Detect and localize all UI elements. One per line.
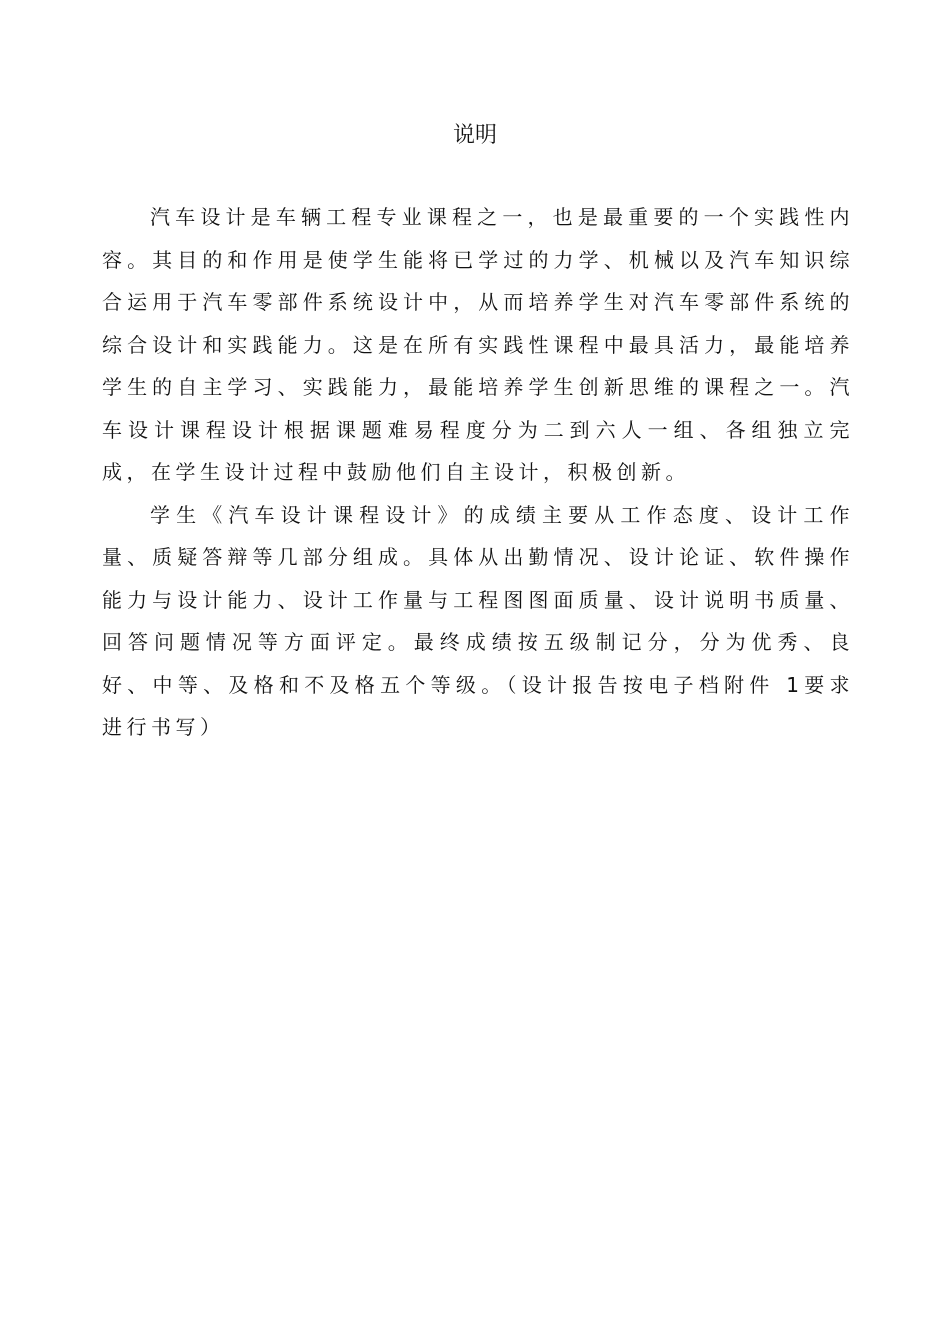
page-title: 说明	[452, 123, 497, 148]
document-body	[102, 196, 854, 749]
paragraph-intro: 汽车设计是车辆工程专业课程之一，也是最重要的一个实践性内容。其目的和作用是使学生能将已学过的力学、机械以及汽车知识综合运用于汽车零部件系统设计中，从而培养学生对汽车零部件系统的综合设计和实践能力。这是在所有实践性课程中最具活力，最能培养学生的自主学习、实践能力，最能培养学生创新思维的课程之一。汽车设计课程设计根据课题难易程度分为二到六人一组、各组独立完成，在学生设计过程中鼓励他们自主设计，积极创新。	[102, 205, 854, 484]
paragraph-grading: 学生《汽车设计课程设计》的成绩主要从工作态度、设计工作量、质疑答辩等几部分组成。具体从出勤情况、设计论证、软件操作能力与设计能力、设计工作量与工程图图面质量、设计说明书质量、回答问题情况等方面评定。最终成绩按五级制记分，分为优秀、良好、中等、及格和不及格五个等级。（设计报告按电子档附件 1要求进行书写）	[102, 502, 854, 739]
